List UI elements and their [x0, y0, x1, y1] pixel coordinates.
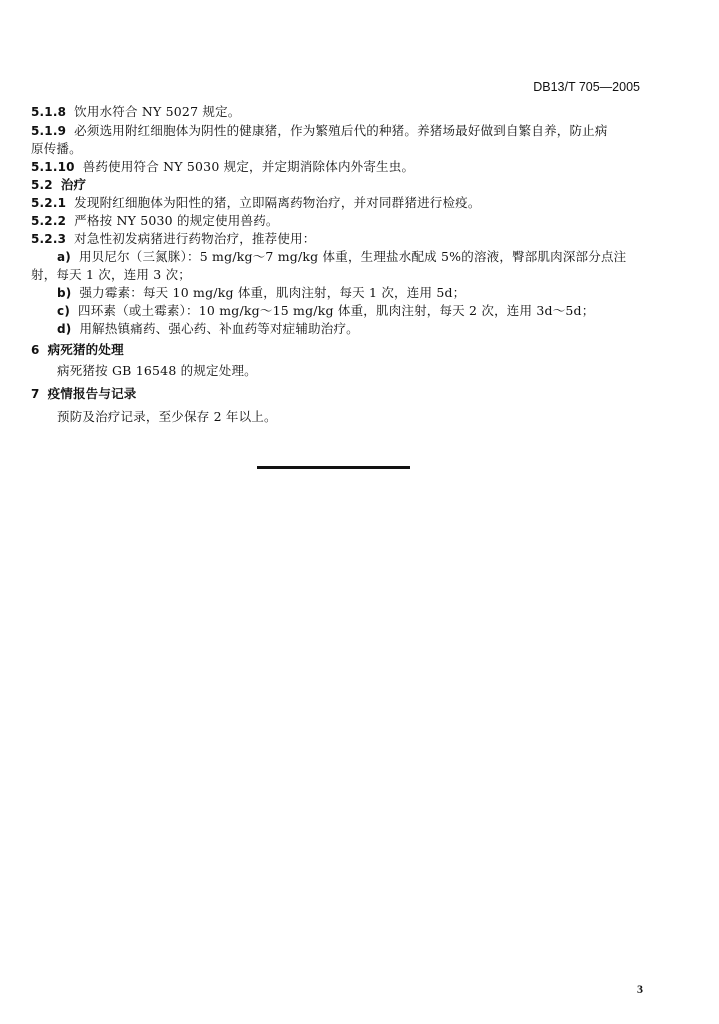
clause-number: 5.1.9 [31, 124, 67, 138]
list-marker: d) [57, 322, 72, 336]
list-item-text: 强力霉素：每天 10 mg/kg 体重，肌肉注射，每天 1 次，连用 5d； [79, 285, 466, 300]
section-title: 疫情报告与记录 [47, 386, 137, 401]
section-7-paragraph: 预防及治疗记录，至少保存 2 年以上。 [57, 409, 277, 424]
clause-number: 5.1.8 [31, 105, 67, 119]
clause-text: 严格按 NY 5030 的规定使用兽药。 [74, 213, 279, 228]
list-item-a [57, 249, 626, 265]
end-of-document-rule [257, 466, 410, 469]
clause-5-1-9 [31, 123, 608, 139]
clause-text: 对急性初发病猪进行药物治疗，推荐使用： [74, 231, 316, 246]
section-7-heading [31, 386, 136, 402]
clause-number: 5.2.3 [31, 232, 67, 246]
clause-5-1-9-continued: 原传播。 [31, 141, 82, 156]
clause-5-2-1 [31, 195, 481, 211]
section-number: 6 [31, 343, 40, 357]
clause-number: 5.2.1 [31, 196, 67, 210]
list-marker: a) [57, 250, 71, 264]
list-item-d [57, 321, 359, 337]
clause-number: 5.2.2 [31, 214, 67, 228]
section-title: 治疗 [60, 177, 87, 192]
clause-text: 发现附红细胞体为阳性的猪，立即隔离药物治疗，并对同群猪进行检疫。 [74, 195, 481, 210]
section-number: 5.2 [31, 178, 53, 192]
clause-text: 兽药使用符合 NY 5030 规定，并定期消除体内外寄生虫。 [82, 159, 415, 174]
section-number: 7 [31, 387, 40, 401]
list-item-text: 用解热镇痛药、强心药、补血药等对症辅助治疗。 [79, 321, 359, 336]
clause-5-1-10 [31, 159, 414, 175]
clause-5-2-2 [31, 213, 279, 229]
list-item-text: 用贝尼尔（三氮脒）：5 mg/kg～7 mg/kg 体重，生理盐水配成 5%的溶液，臀部肌肉深部分点注 [78, 249, 627, 264]
page-number: 3 [637, 982, 643, 996]
clause-text: 必须选用附红细胞体为阴性的健康猪，作为繁殖后代的种猪。养猪场最好做到自繁自养，防止病 [74, 123, 608, 138]
list-item-b [57, 285, 465, 301]
clause-5-1-8 [31, 104, 241, 120]
list-item-text: 四环素（或土霉素）：10 mg/kg～15 mg/kg 体重，肌肉注射，每天 2 次，连用 3d～5d； [78, 303, 595, 318]
clause-5-2-3 [31, 231, 315, 247]
list-item-a-continued: 射，每天 1 次，连用 3 次； [31, 267, 191, 282]
document-code: DB13/T 705—2005 [533, 80, 640, 94]
clause-number: 5.1.10 [31, 160, 75, 174]
section-6-heading [31, 342, 124, 358]
section-title: 病死猪的处理 [47, 342, 124, 357]
section-6-paragraph: 病死猪按 GB 16548 的规定处理。 [57, 363, 257, 378]
section-5-2-heading [31, 177, 86, 193]
list-marker: c) [57, 304, 70, 318]
list-item-c [57, 303, 594, 319]
clause-text: 饮用水符合 NY 5027 规定。 [74, 104, 241, 119]
list-marker: b) [57, 286, 72, 300]
